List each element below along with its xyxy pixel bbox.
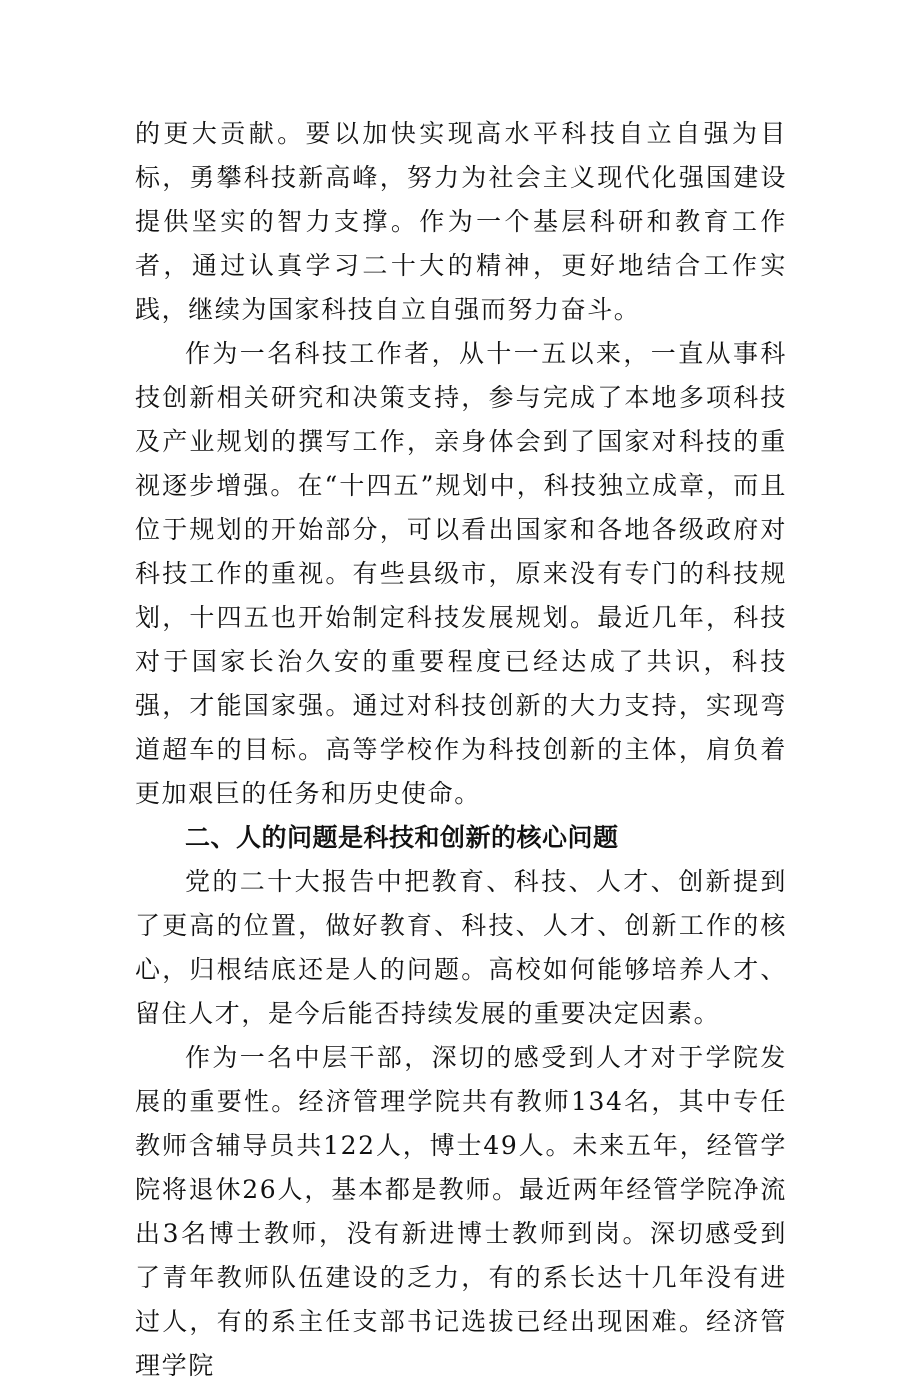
section-heading: 二、人的问题是科技和创新的核心问题 [185, 823, 619, 852]
document-body [135, 112, 787, 1388]
paragraph-tech-worker: 作为一名科技工作者，从十一五以来，一直从事科技创新相关研究和决策支持，参与完成了本地多项科技及产业规划的撰写工作，亲身体会到了国家对科技的重视逐步增强。在“十四五”规划中，科技独立成章，而且位于规划的开始部分，可以看出国家和各地各级政府对科技工作的重视。有些县级市，原来没有专门的科技规划，十四五也开始制定科技发展规划。最近几年，科技对于国家长治久安的重要程度已经达成了共识，科技强，才能国家强。通过对科技创新的大力支持，实现弯道超车的目标。高等学校作为科技创新的主体，肩负着更加艰巨的任务和历史使命。 [135, 339, 787, 808]
paragraph-continuation: 的更大贡献。要以加快实现高水平科技自立自强为目标，勇攀科技新高峰，努力为社会主义现代化强国建设提供坚实的智力支撑。作为一个基层科研和教育工作者，通过认真学习二十大的精神，更好地结合工作实践，继续为国家科技自立自强而努力奋斗。 [135, 119, 787, 324]
paragraph-talent: 作为一名中层干部，深切的感受到人才对于学院发展的重要性。经济管理学院共有教师134名，其中专任教师含辅导员共122人，博士49人。未来五年，经管学院将退休26人，基本都是教师。最近两年经管学院净流出3名博士教师，没有新进博士教师到岗。深切感受到了青年教师队伍建设的乏力，有的系长达十几年没有进过人，有的系主任支部书记选拔已经出现困难。经济管理学院 [135, 1043, 787, 1380]
paragraph-report: 党的二十大报告中把教育、科技、人才、创新提到了更高的位置，做好教育、科技、人才、创新工作的核心，归根结底还是人的问题。高校如何能够培养人才、留住人才，是今后能否持续发展的重要决定因素。 [135, 867, 787, 1028]
